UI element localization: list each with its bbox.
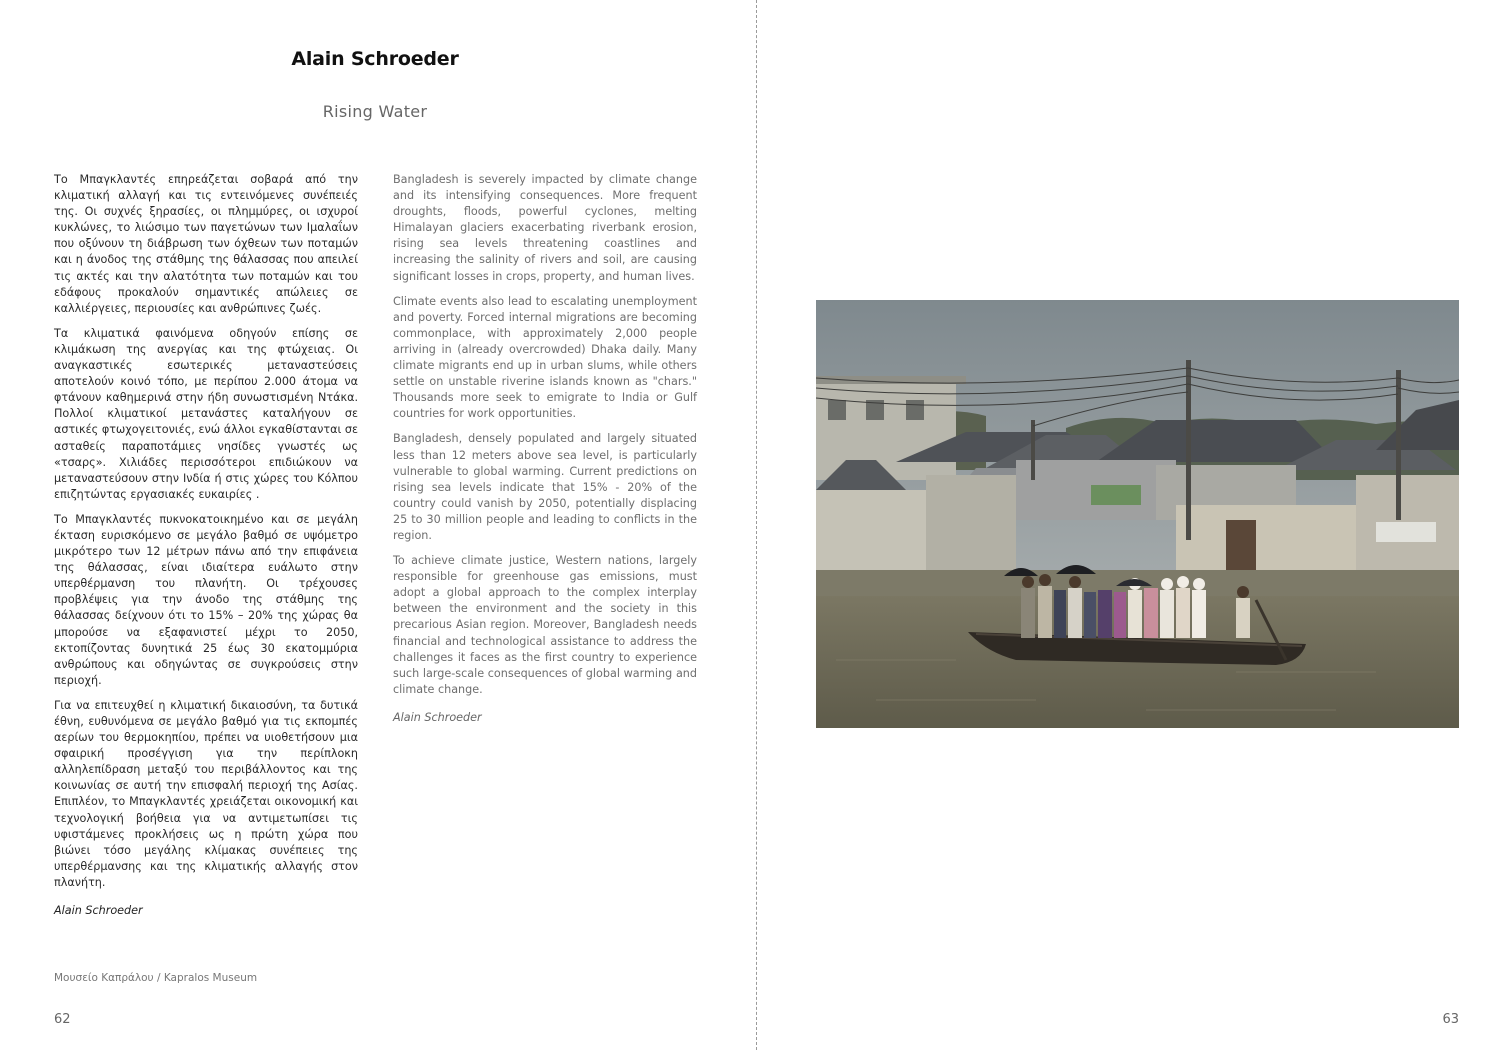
english-paragraph-3: Bangladesh, densely populated and largely situated less than 12 meters above sea level, is particularly vulnerable to global warming. Current predictions on rising sea levels indicate that 15% - 20% of the country could vanish by 2050, potentially displacing 25 to 30 million people and leading to conflicts in the region. <box>393 432 697 542</box>
greek-paragraph-1: Το Μπαγκλαντές επηρεάζεται σοβαρά από την κλιματική αλλαγή και τις εντεινόμενες συνέπειές της. Οι συχνές ξηρασίες, οι πλημμύρες, οι ισχυροί κυκλώνες, το λιώσιμο των παγετώνων των Ιμαλαΐων που οξύνουν τη διάβρωση των όχθεων των ποταμών και η άνοδος της στάθμης της θάλασσας που απειλεί τις ακτές και την αλατότητα των ποταμών και του εδάφους προκαλούν σημαντικές απώλειες σε καλλιέργειες, περιουσίες και ανθρώπινες ζωές. <box>54 173 358 315</box>
greek-paragraph-3: Το Μπαγκλαντές πυκνοκατοικημένο και σε μεγάλη έκταση ευρισκόμενο σε μεγάλο βαθμό σε υψόμετρο μικρότερο των 12 μέτρων πάνω από την επιφάνεια της θάλασσας, είναι ιδιαίτερα ευάλωτο στην υπερθέρμανση του πλανήτη. Οι τρέχουσες προβλέψεις για την άνοδο της στάθμης της θάλασσας δείχνουν ότι το 15% – 20% της χώρας θα μπορούσε να εξαφανιστεί μέχρι το 2050, εκτοπίζοντας δυνητικά 25 έως 30 εκατομμύρια ανθρώπους και οδηγώντας σε συγκρούσεις στην περιοχή. <box>54 512 358 687</box>
museum-credit: Μουσείο Καπράλου / Kapralos Museum <box>54 972 258 984</box>
article-title: Rising Water <box>322 102 428 121</box>
page-number-left: 62 <box>54 1012 71 1027</box>
english-text-column <box>393 172 697 726</box>
greek-signature: Alain Schroeder <box>54 904 143 918</box>
flooded-village-boat-photo <box>816 300 1459 728</box>
greek-paragraph-4: Για να επιτευχθεί η κλιματική δικαιοσύνη, τα δυτικά έθνη, ευθυνόμενα σε μεγάλο βαθμό για τις εκπομπές αερίων του θερμοκηπίου, πρέπει να υιοθετήσουν μια σφαιρική προσέγγιση για την περίπλοκη αλληλεπίδραση μεταξύ του περιβάλλοντος και της κοινωνίας σε αυτή την επισφαλή περιοχή της Ασίας. Επιπλέον, το Μπαγκλαντές χρειάζεται οικονομική και τεχνολογική βοήθεια για να αντιμετωπίσει τις υφιστάμενες προκλήσεις ως η πρώτη χώρα που βιώνει τόσο μεγάλης κλίμακας συνέπειες της υπερθέρμανσης και της κλιματικής αλλαγής στον πλανήτη. <box>54 698 358 889</box>
english-paragraph-2: Climate events also lead to escalating unemployment and poverty. Forced internal migrations are becoming commonplace, with approximately 2,000 people arriving in (already overcrowded) Dhaka daily. Many climate migrants end up in urban slums, while others settle on unstable riverine islands known as "chars." Thousands more seek to emigrate to India or Gulf countries for work opportunities. <box>393 294 697 421</box>
page-number-right: 63 <box>1442 1012 1459 1027</box>
author-heading: Alain Schroeder <box>291 48 459 70</box>
english-paragraph-1: Bangladesh is severely impacted by climate change and its intensifying consequences. More frequent droughts, floods, powerful cyclones, melting Himalayan glaciers exacerbating riverbank erosion, rising sea levels threatening coastlines and increasing the salinity of rivers and soil, are causing significant losses in crops, property, and human lives. <box>393 173 697 283</box>
greek-paragraph-2: Τα κλιματικά φαινόμενα οδηγούν επίσης σε κλιμάκωση της ανεργίας και της φτώχειας. Οι αναγκαστικές εσωτερικές μεταναστεύσεις αποτελούν κοινό τόπο, με περίπου 2.000 άτομα να φτάνουν καθημερινά στην ήδη συνωστισμένη Ντάκα. Πολλοί κλιματικοί μετανάστες καταλήγουν σε αστικές φτωχογειτονιές, ενώ άλλοι εγκαθίστανται σε ασταθείς παραποτάμιες νησίδες γνωστές ως «τσαρς». Χιλιάδες περισσότεροι επιδιώκουν να μεταναστεύσουν στην Ινδία ή στις χώρες του Κόλπου επιζητώντας εργασιακές ευκαιρίες . <box>54 326 358 501</box>
english-signature: Alain Schroeder <box>393 710 482 724</box>
english-paragraph-4: To achieve climate justice, Western nations, largely responsible for greenhouse gas emissions, must adopt a global approach to the complex interplay between the environment and the society in this precarious Asian region. Moreover, Bangladesh needs financial and technological assistance to address the challenges it faces as the first country to experience such large-scale consequences of global warming and climate change. <box>393 554 697 696</box>
greek-text-column <box>54 172 358 919</box>
page-spread-divider <box>756 0 757 1050</box>
